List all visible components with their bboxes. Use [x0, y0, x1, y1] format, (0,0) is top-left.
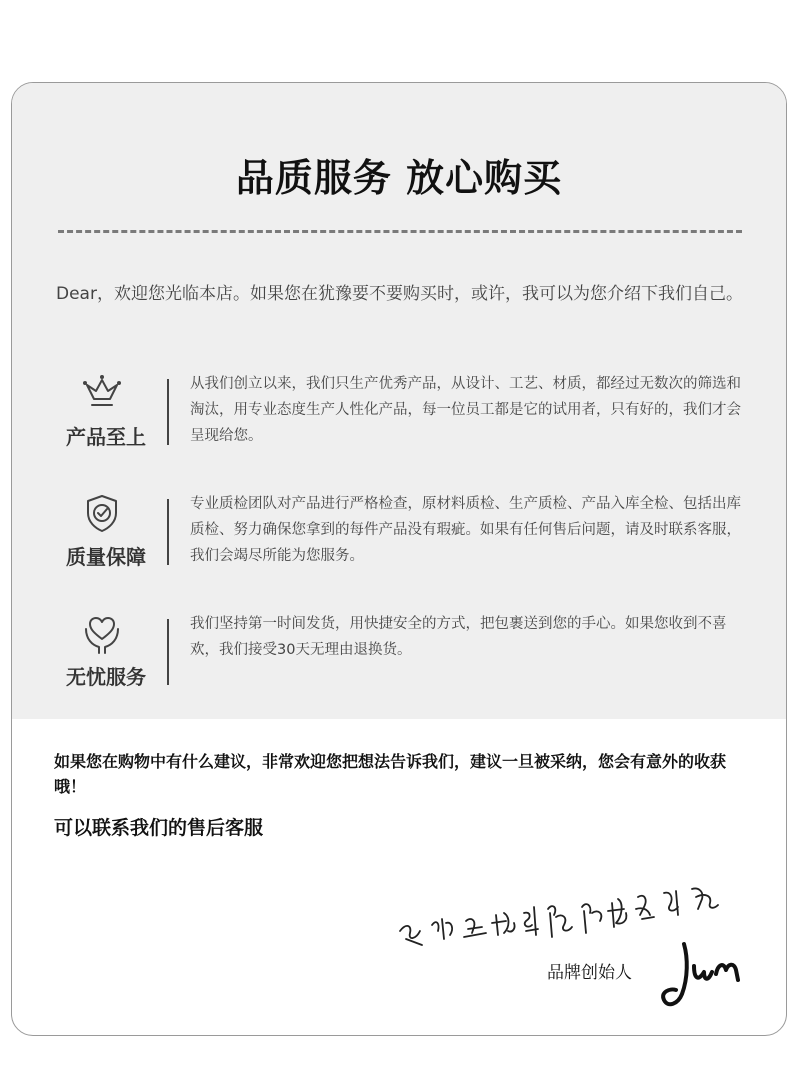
feature-worry-free-service	[12, 611, 786, 721]
service-card	[11, 82, 787, 1036]
intro-text: Dear，欢迎您光临本店。如果您在犹豫要不要购买时，或许，我可以为您介绍下我们自己。	[56, 284, 743, 304]
crown-icon	[80, 371, 124, 415]
feature-title: 质量保障	[66, 545, 146, 569]
suggestion-text: 如果您在购物中有什么建议，非常欢迎您把想法告诉我们，建议一旦被采纳，您会有意外的收获哦！	[54, 752, 727, 796]
feature-title: 无忧服务	[66, 665, 146, 689]
feature-product-first	[12, 371, 786, 481]
founder-signature-graphic	[654, 938, 744, 1013]
dashed-divider	[58, 230, 742, 233]
feature-description: 从我们创立以来，我们只生产优秀产品，从设计、工艺、材质，都经过无数次的筛选和淘汰，用专业态度生产人性化产品，每一位员工都是它的试用者，只有好的，我们才会呈现给您。	[190, 376, 741, 444]
service-panel	[12, 83, 786, 719]
vertical-divider	[167, 499, 169, 565]
page-title: 品质服务 放心购买	[235, 156, 563, 200]
vertical-divider	[167, 619, 169, 685]
vertical-divider	[167, 379, 169, 445]
contact-text: 可以联系我们的售后客服	[54, 817, 264, 839]
heart-hands-icon	[80, 611, 124, 655]
founder-label: 品牌创始人	[547, 963, 632, 983]
shield-check-icon	[80, 491, 124, 535]
feature-title: 产品至上	[66, 425, 146, 449]
feature-quality-assurance	[12, 491, 786, 601]
feature-description: 我们坚持第一时间发货，用快捷安全的方式，把包裹送到您的手心。如果您收到不喜欢，我们接受30天无理由退换货。	[190, 616, 727, 658]
feature-description: 专业质检团队对产品进行严格检查，原材料质检、生产质检、产品入库全检、包括出库质检、努力确保您拿到的每件产品没有瑕疵。如果有任何售后问题，请及时联系客服，我们会竭尽所能为您服务。	[190, 496, 741, 564]
